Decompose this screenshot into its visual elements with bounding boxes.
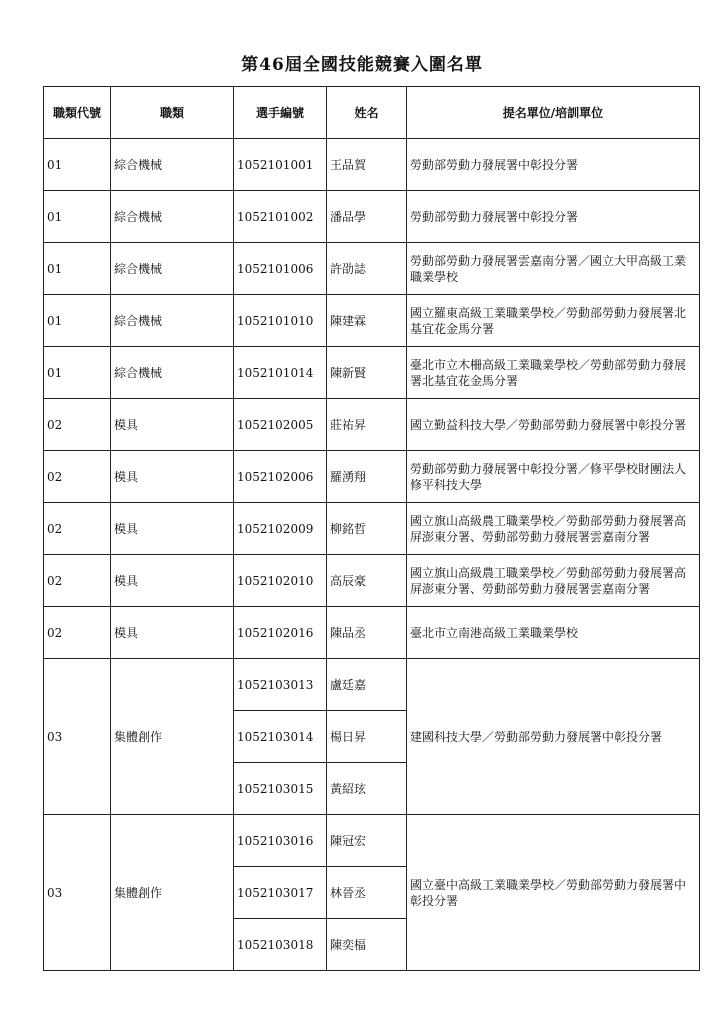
table-row <box>44 815 700 867</box>
trade-cell: 綜合機械 <box>111 295 234 347</box>
name-cell: 盧廷嘉 <box>327 659 407 711</box>
trade-cell: 集體創作 <box>111 659 234 815</box>
competitor-id-cell: 1052101001 <box>234 139 327 191</box>
trade-code-cell: 02 <box>44 503 111 555</box>
name-cell: 陳新賢 <box>327 347 407 399</box>
name-cell: 陳建霖 <box>327 295 407 347</box>
trade-cell: 模具 <box>111 607 234 659</box>
unit-cell: 國立旗山高級農工職業學校／勞動部勞動力發展署高屏澎東分署、勞動部勞動力發展署雲嘉南分署 <box>407 503 700 555</box>
unit-cell: 勞動部勞動力發展署雲嘉南分署／國立大甲高級工業職業學校 <box>407 243 700 295</box>
header-trade-code: 職類代號 <box>44 87 111 139</box>
competitor-id-cell: 1052102009 <box>234 503 327 555</box>
competitor-id-cell: 1052101014 <box>234 347 327 399</box>
name-cell: 高辰豪 <box>327 555 407 607</box>
competitor-id-cell: 1052101002 <box>234 191 327 243</box>
name-cell: 陳品丞 <box>327 607 407 659</box>
competitor-id-cell: 1052103016 <box>234 815 327 867</box>
table-row <box>44 191 700 243</box>
roster-table <box>43 86 700 971</box>
competitor-id-cell: 1052103014 <box>234 711 327 763</box>
name-cell: 許劭誌 <box>327 243 407 295</box>
table-row <box>44 139 700 191</box>
name-cell: 柳銘哲 <box>327 503 407 555</box>
unit-cell: 臺北市立木柵高級工業職業學校／勞動部勞動力發展署北基宜花金馬分署 <box>407 347 700 399</box>
competitor-id-cell: 1052103018 <box>234 919 327 971</box>
table-row <box>44 451 700 503</box>
competitor-id-cell: 1052102010 <box>234 555 327 607</box>
competitor-id-cell: 1052102016 <box>234 607 327 659</box>
table-row <box>44 399 700 451</box>
trade-code-cell: 01 <box>44 139 111 191</box>
trade-code-cell: 02 <box>44 451 111 503</box>
name-cell: 林晉丞 <box>327 867 407 919</box>
trade-cell: 模具 <box>111 451 234 503</box>
trade-code-cell: 03 <box>44 815 111 971</box>
trade-code-cell: 01 <box>44 295 111 347</box>
trade-cell: 綜合機械 <box>111 139 234 191</box>
trade-cell: 模具 <box>111 399 234 451</box>
table-row <box>44 555 700 607</box>
name-cell: 莊祐昇 <box>327 399 407 451</box>
unit-cell: 國立羅東高級工業職業學校／勞動部勞動力發展署北基宜花金馬分署 <box>407 295 700 347</box>
trade-code-cell: 01 <box>44 191 111 243</box>
competitor-id-cell: 1052103015 <box>234 763 327 815</box>
unit-cell: 建國科技大學／勞動部勞動力發展署中彰投分署 <box>407 659 700 815</box>
table-row <box>44 347 700 399</box>
trade-cell: 綜合機械 <box>111 347 234 399</box>
table-row <box>44 659 700 711</box>
header-name: 姓名 <box>327 87 407 139</box>
name-cell: 羅湧翔 <box>327 451 407 503</box>
table-header-row <box>44 87 700 139</box>
competitor-id-cell: 1052103017 <box>234 867 327 919</box>
unit-cell: 臺北市立南港高級工業職業學校 <box>407 607 700 659</box>
header-trade: 職類 <box>111 87 234 139</box>
trade-code-cell: 02 <box>44 555 111 607</box>
table-row <box>44 503 700 555</box>
unit-cell: 國立旗山高級農工職業學校／勞動部勞動力發展署高屏澎東分署、勞動部勞動力發展署雲嘉南分署 <box>407 555 700 607</box>
unit-cell: 國立勤益科技大學／勞動部勞動力發展署中彰投分署 <box>407 399 700 451</box>
unit-cell: 勞動部勞動力發展署中彰投分署 <box>407 191 700 243</box>
table-row <box>44 607 700 659</box>
competitor-id-cell: 1052102006 <box>234 451 327 503</box>
name-cell: 潘品學 <box>327 191 407 243</box>
name-cell: 楊日昇 <box>327 711 407 763</box>
trade-cell: 模具 <box>111 503 234 555</box>
name-cell: 王品賀 <box>327 139 407 191</box>
table-row <box>44 243 700 295</box>
trade-cell: 模具 <box>111 555 234 607</box>
trade-code-cell: 02 <box>44 607 111 659</box>
trade-cell: 綜合機械 <box>111 191 234 243</box>
competitor-id-cell: 1052101006 <box>234 243 327 295</box>
competitor-id-cell: 1052102005 <box>234 399 327 451</box>
header-competitor-id: 選手編號 <box>234 87 327 139</box>
trade-code-cell: 03 <box>44 659 111 815</box>
page-title: 第46屆全國技能競賽入圍名單 <box>241 55 483 75</box>
name-cell: 陳奕楅 <box>327 919 407 971</box>
trade-cell: 集體創作 <box>111 815 234 971</box>
name-cell: 黃紹玹 <box>327 763 407 815</box>
table-row <box>44 295 700 347</box>
trade-cell: 綜合機械 <box>111 243 234 295</box>
competitor-id-cell: 1052101010 <box>234 295 327 347</box>
trade-code-cell: 02 <box>44 399 111 451</box>
trade-code-cell: 01 <box>44 243 111 295</box>
unit-cell: 勞動部勞動力發展署中彰投分署 <box>407 139 700 191</box>
header-unit: 提名單位/培訓單位 <box>407 87 700 139</box>
competitor-id-cell: 1052103013 <box>234 659 327 711</box>
unit-cell: 國立臺中高級工業職業學校／勞動部勞動力發展署中彰投分署 <box>407 815 700 971</box>
name-cell: 陳冠宏 <box>327 815 407 867</box>
trade-code-cell: 01 <box>44 347 111 399</box>
unit-cell: 勞動部勞動力發展署中彰投分署／修平學校財團法人修平科技大學 <box>407 451 700 503</box>
